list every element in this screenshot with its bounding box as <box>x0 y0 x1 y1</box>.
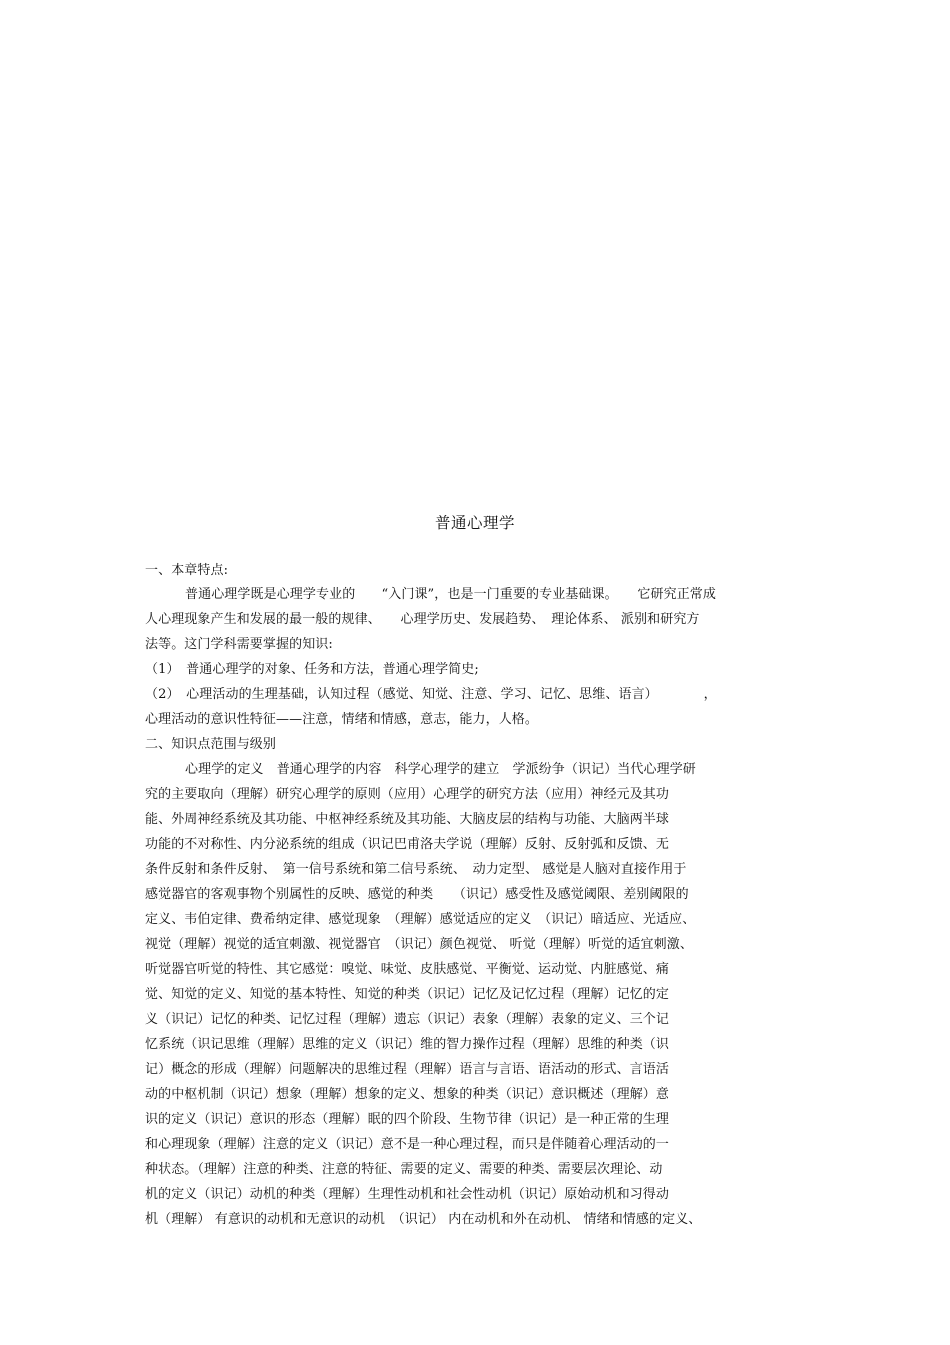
paragraph-line: 法等。这门学科需要掌握的知识: <box>145 637 333 652</box>
paragraph-line: 视觉（理解）视觉的适宜刺激、视觉器官 （识记）颜色视觉、 听觉（理解）听觉的适宜刺激、 <box>145 937 693 952</box>
section-heading-knowledge-scope: 二、知识点范围与级别 <box>145 737 277 752</box>
paragraph-line: 忆系统（识记思维（理解）思维的定义（识记）维的智力操作过程（理解）思维的种类（识 <box>145 1037 670 1052</box>
paragraph-line: 究的主要取向（理解）研究心理学的原则（应用）心理学的研究方法（应用）神经元及其功 <box>145 787 670 802</box>
paragraph-line: 心理活动的意识性特征——注意，情绪和情感，意志，能力，人格。 <box>145 712 539 727</box>
section-heading-chapter-features: 一、本章特点: <box>145 563 229 578</box>
paragraph-line: 心理学的定义 普通心理学的内容 科学心理学的建立 学派纷争（识记）当代心理学研 <box>185 762 696 777</box>
paragraph-line: 记）概念的形成（理解）问题解决的思维过程（理解）语言与言语、语活动的形式、言语活 <box>145 1062 670 1077</box>
paragraph-line: 觉、知觉的定义、知觉的基本特性、知觉的种类（识记）记忆及记忆过程（理解）记忆的定 <box>145 987 670 1002</box>
paragraph-line: 听觉器官听觉的特性、其它感觉：嗅觉、味觉、皮肤感觉、平衡觉、运动觉、内脏感觉、痛 <box>145 962 670 977</box>
list-item-1: （1） 普通心理学的对象、任务和方法，普通心理学简史; <box>145 662 479 677</box>
paragraph-line: 识的定义（识记）意识的形态（理解）眠的四个阶段、生物节律（识记）是一种正常的生理 <box>145 1112 670 1127</box>
paragraph-line: 义（识记）记忆的种类、记忆过程（理解）遗忘（识记）表象（理解）表象的定义、三个记 <box>145 1012 670 1027</box>
paragraph-line: 和心理现象（理解）注意的定义（识记）意不是一种心理过程，而只是伴随着心理活动的一 <box>145 1137 670 1152</box>
paragraph-line: 条件反射和条件反射、 第一信号系统和第二信号系统、 动力定型、 感觉是人脑对直接作用于 <box>145 862 687 877</box>
paragraph-line: 定义、韦伯定律、费希纳定律、感觉现象 （理解）感觉适应的定义 （识记）暗适应、光适应、 <box>145 912 696 927</box>
paragraph-line: 种状态。（理解）注意的种类、注意的特征、需要的定义、需要的种类、需要层次理论、动 <box>145 1162 663 1177</box>
paragraph-line: 动的中枢机制（识记）想象（理解）想象的定义、想象的种类（识记）意识概述（理解）意 <box>145 1087 670 1102</box>
paragraph-line: 人心理现象产生和发展的最一般的规律、 心理学历史、发展趋势、 理论体系、 派别和研究方 <box>145 612 700 627</box>
paragraph-line: 能、外周神经系统及其功能、中枢神经系统及其功能、大脑皮层的结构与功能、大脑两半球 <box>145 812 670 827</box>
paragraph-line: 功能的不对称性、内分泌系统的组成（识记巴甫洛夫学说（理解）反射、反射弧和反馈、无 <box>145 837 670 852</box>
list-item-2: （2） 心理活动的生理基础，认知过程（感觉、知觉、注意、学习、记忆、思维、语言） ， <box>145 687 717 702</box>
paragraph-line: 机（理解） 有意识的动机和无意识的动机 （识记） 内在动机和外在动机、 情绪和情感的定义、 <box>145 1212 702 1227</box>
paragraph-line: 机的定义（识记）动机的种类（理解）生理性动机和社会性动机（识记）原始动机和习得动 <box>145 1187 670 1202</box>
paragraph-line: 感觉器官的客观事物个别属性的反映、感觉的种类 （识记）感受性及感觉阈限、差别阈限的 <box>145 887 689 902</box>
paragraph-line: 普通心理学既是心理学专业的 “入门课”，也是一门重要的专业基础课。 它研究正常成 <box>185 587 716 602</box>
document-title: 普通心理学 <box>434 514 515 532</box>
